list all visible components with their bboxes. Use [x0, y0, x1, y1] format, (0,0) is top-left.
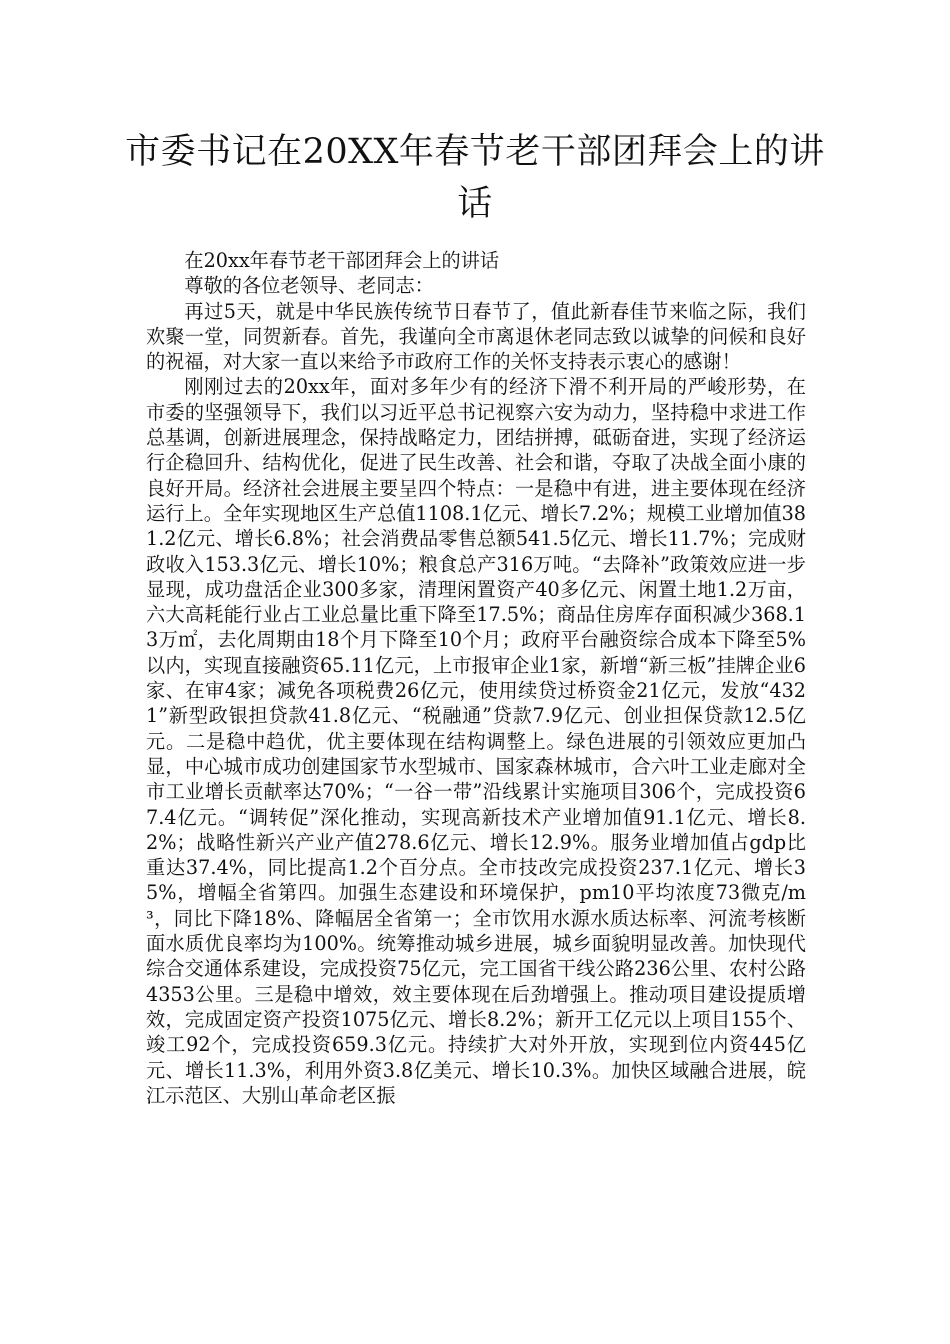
body-paragraph-salutation: 尊敬的各位老领导、老同志：	[184, 274, 434, 298]
body-paragraph-heading: 在20xx年春节老干部团拜会上的讲话	[184, 249, 500, 272]
body-paragraph-greeting: 再过5天，就是中华民族传统节日春节了，值此新春佳节来临之际，我们欢聚一堂，同贺新春。首先，我谨向全市离退休老同志致以诚挚的问候和良好的祝福，对大家一直以来给予市政府工作的关怀支持表示衷心的感谢！	[146, 299, 806, 374]
body-paragraph-review: 刚刚过去的20xx年，面对多年少有的经济下滑不利开局的严峻形势，在市委的坚强领导下，我们以习近平总书记视察六安为动力，坚持稳中求进工作总基调，创新进展理念，保持战略定力，团结拼搏，砥砺奋进，实现了经济运行企稳回升、结构优化，促进了民生改善、社会和谐，夺取了决战全面小康的良好开局。经济社会进展主要呈四个特点：一是稳中有进，进主要体现在经济运行上。全年实现地区生产总值1108.1亿元、增长7.2%；规模工业增加值381.2亿元、增长6.8%；社会消费品零售总额541.5亿元、增长11.7%；完成财政收入153.3亿元、增长10%；粮食总产316万吨。“去降补”政策效应进一步显现，成功盘活企业300多家，清理闲置资产40多亿元、闲置土地1.2万亩，六大高耗能行业占工业总量比重下降至17.5%；商品住房库存面积减少368.13万㎡，去化周期由18个月下降至10个月；政府平台融资综合成本下降至5%以内，实现直接融资65.11亿元，上市报审企业1家，新增“新三板”挂牌企业6家、在审4家；减免各项税费26亿元，使用续贷过桥资金21亿元，发放“4321”新型政银担贷款41.8亿元、“税融通”贷款7.9亿元、创业担保贷款12.5亿元。二是稳中趋优，优主要体现在结构调整上。绿色进展的引领效应更加凸显，中心城市成功创建国家节水型城市、国家森林城市，合六叶工业走廊对全市工业增长贡献率达70%；“一谷一带”沿线累计实施项目306个，完成投资67.4亿元。“调转促”深化推动，实现高新技术产业增加值91.1亿元、增长8.2%；战略性新兴产业产值278.6亿元、增长12.9%。服务业增加值占gdp比重达37.4%，同比提高1.2个百分点。全市技改完成投资237.1亿元、增长35%，增幅全省第四。加强生态建设和环境保护，pm10平均浓度73微克/m³，同比下降18%、降幅居全省第一；全市饮用水源水质达标率、河流考核断面水质优良率均为100%。统筹推动城乡进展，城乡面貌明显改善。加快现代综合交通体系建设，完成投资75亿元，完工国省干线公路236公里、农村公路4353公里。三是稳中增效，效主要体现在后劲增强上。推动项目建设提质增效，完成固定资产投资1075亿元、增长8.2%；新开工亿元以上项目155个、竣工92个，完成投资659.3亿元。持续扩大对外开放，实现到位内资445亿元、增长11.3%，利用外资3.8亿美元、增长10.3%。加快区域融合进展，皖江示范区、大别山革命老区振	[146, 375, 806, 1107]
document-body	[146, 248, 806, 1108]
document-title: 市委书记在20XX年春节老干部团拜会上的讲话	[125, 132, 825, 224]
